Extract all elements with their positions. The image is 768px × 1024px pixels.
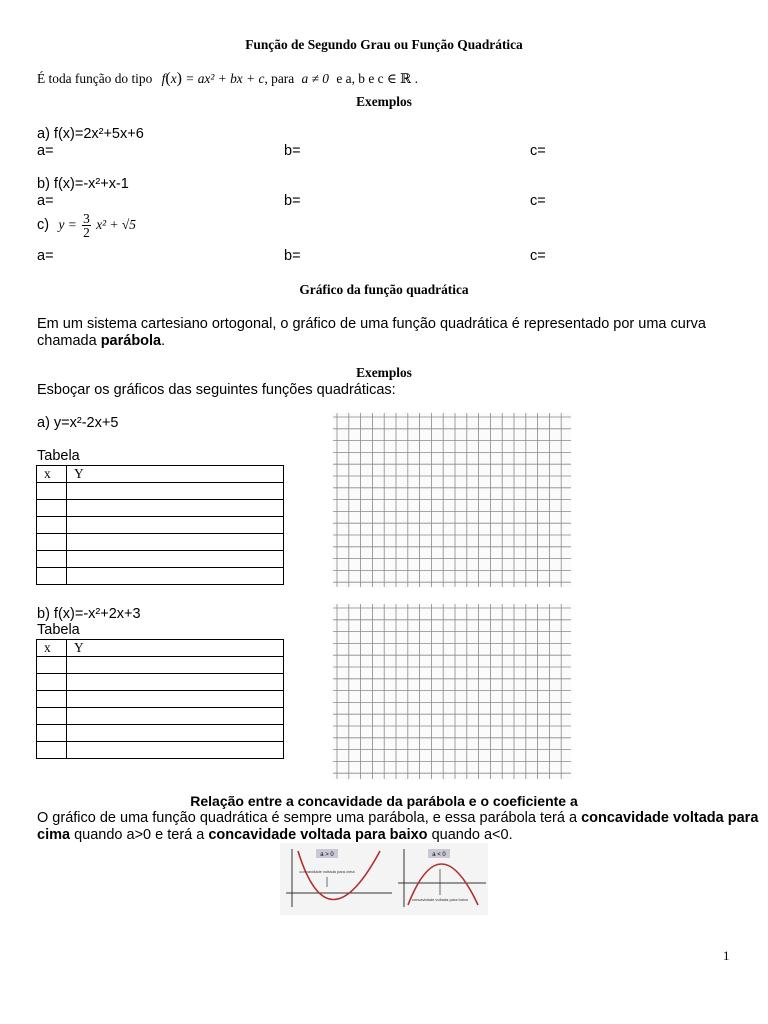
coef-a-label: a= [37,143,54,159]
concavity-line1 [37,810,758,826]
graph-section-heading: Gráfico da função quadrática [299,282,469,297]
value-table-b [36,639,284,759]
example-c-label: c) [37,216,50,233]
table-a-label: Tabela [37,448,80,464]
concavity-line2 [37,827,513,843]
coef-b-label: b= [284,193,301,209]
definition-condition: a ≠ 0 [301,71,329,86]
definition-line: É toda função do tipo f(x) = ax² + bx + c, para a ≠ 0 e a, b e c ∈ ℝ . [37,70,418,87]
table-cell[interactable] [37,568,67,585]
example-c-y: y = [58,216,77,232]
example-a: a) f(x)=2x²+5x+6 [37,126,144,142]
table-cell[interactable] [37,500,67,517]
graph-paragraph-line2 [37,333,165,349]
example-c [37,212,136,240]
concavity-bold1b: cima [37,827,71,843]
examples2-heading: Exemplos [356,365,412,380]
page-number: 1 [723,948,730,963]
table-cell[interactable] [67,517,284,534]
concavity-text2: quando a>0 e terá a [74,827,205,843]
table-cell[interactable] [37,517,67,534]
coef-a-label: a= [37,193,54,209]
graph-paragraph-line1: Em um sistema cartesiano ortogonal, o gráfico de uma função quadrática é representado por uma curva [37,316,706,332]
table-cell[interactable] [37,657,67,674]
page-title: Função de Segundo Grau ou Função Quadrática [245,37,523,52]
table-cell[interactable] [67,708,284,725]
definition-prefix: É toda função do tipo [37,71,153,86]
table-cell[interactable] [67,551,284,568]
function-b: b) f(x)=-x²+2x+3 [37,606,141,622]
table-cell[interactable] [37,534,67,551]
table-cell[interactable] [37,691,67,708]
formula-f: f [161,71,166,86]
fraction-numerator: 3 [83,211,90,226]
figure-background [280,843,488,915]
concavity-figure [280,843,488,915]
table-cell[interactable] [67,483,284,500]
example-c-rest: x² + √5 [96,216,136,232]
graph-paper-a [333,413,571,587]
definition-suffix: e a, b e c ∈ ℝ . [336,71,418,86]
concavity-bold1a: concavidade voltada para [581,810,759,826]
table-cell[interactable] [67,742,284,759]
table-cell[interactable] [67,657,284,674]
coef-b-label: b= [284,248,301,264]
table-cell[interactable] [37,742,67,759]
table-b-label: Tabela [37,622,80,638]
examples2-instruction: Esboçar os gráficos das seguintes funções quadráticas: [37,382,396,398]
concavity-bold2: concavidade voltada para baixo [208,827,428,843]
graph-paragraph-prefix: chamada [37,333,97,349]
label-a-positive: a > 0 [320,852,334,858]
graph-paper-b [333,604,571,779]
examples-heading: Exemplos [356,94,412,109]
coef-c-label: c= [530,143,546,159]
graph-paragraph-suffix: . [161,333,166,349]
coef-b-label: b= [284,143,301,159]
graph-paragraph-bold: parábola [100,333,162,349]
definition-para: , para [264,71,295,86]
formula-rhs: = ax² + bx + c [185,71,265,86]
grid-background [333,604,571,779]
col-x-header: x [37,640,67,657]
label-a-negative: a < 0 [432,852,446,858]
fraction [82,212,91,240]
value-table-a [36,465,284,585]
table-cell[interactable] [67,725,284,742]
coef-c-label: c= [530,248,546,264]
example-b: b) f(x)=-x²+x-1 [37,176,129,192]
formula-var: x [170,71,177,86]
table-cell[interactable] [67,534,284,551]
table-cell[interactable] [37,551,67,568]
table-cell[interactable] [67,568,284,585]
col-y-header: Y [67,466,284,483]
fraction-denominator: 2 [83,225,90,241]
table-cell[interactable] [67,500,284,517]
concavity-text3: quando a<0. [431,827,513,843]
table-cell[interactable] [37,483,67,500]
table-cell[interactable] [37,708,67,725]
table-cell[interactable] [67,691,284,708]
table-cell[interactable] [37,725,67,742]
table-cell[interactable] [37,674,67,691]
note-down: concavidade voltada para baixo [411,897,469,902]
note-up: concavidade voltada para cima [299,869,355,874]
col-y-header: Y [67,640,284,657]
concavity-text1: O gráfico de uma função quadrática é sempre uma parábola, e essa parábola terá a [37,810,578,826]
function-a: a) y=x²-2x+5 [37,415,119,431]
concavity-heading: Relação entre a concavidade da parábola e o coeficiente a [190,793,578,809]
col-x-header: x [37,466,67,483]
table-cell[interactable] [67,674,284,691]
coef-c-label: c= [530,193,546,209]
coef-a-label: a= [37,248,54,264]
